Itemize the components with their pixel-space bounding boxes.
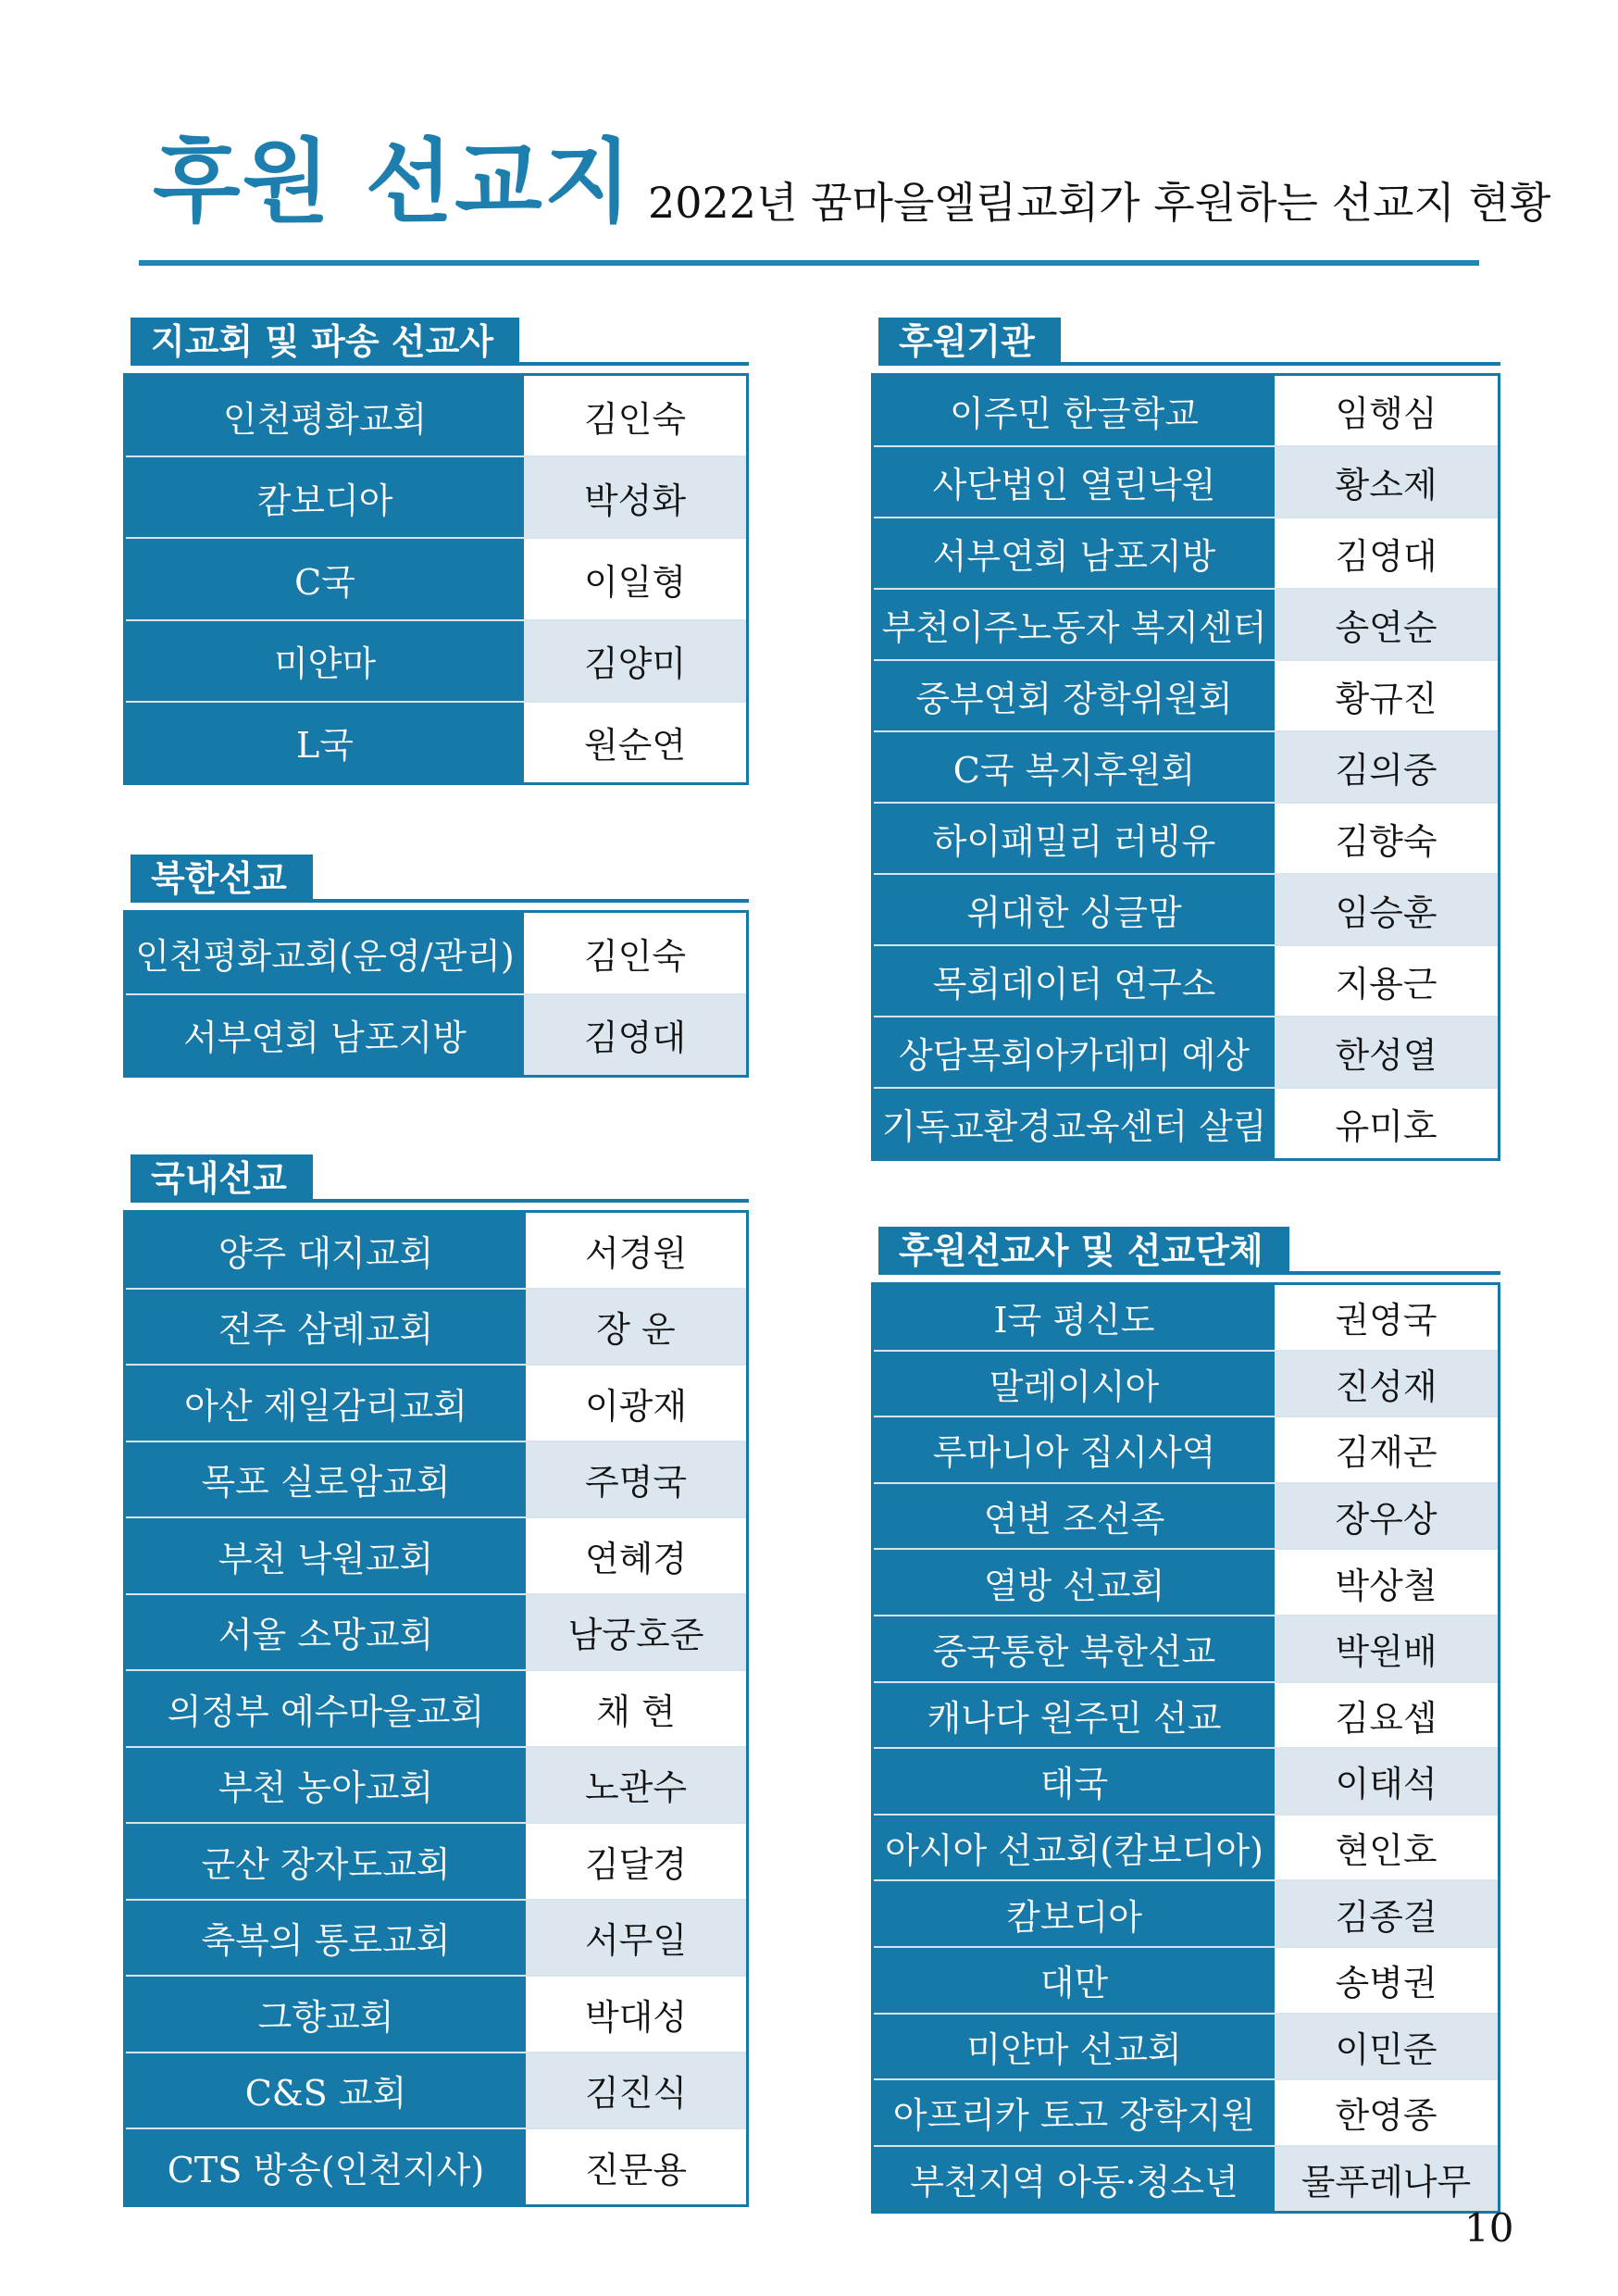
mission-name: C국 복지후원회: [874, 732, 1275, 802]
table-row: [126, 1593, 746, 1670]
table-row: [126, 1746, 746, 1823]
table-row: [126, 2052, 746, 2128]
mission-name: 아시아 선교회(캄보디아): [874, 1816, 1275, 1880]
mission-name: 열방 선교회: [874, 1550, 1275, 1615]
page-subtitle: 2022년 꿈마을엘림교회가 후원하는 선교지 현황: [648, 178, 1551, 228]
table-row: [874, 873, 1498, 944]
section-label: 후원선교사 및 선교단체: [878, 1227, 1289, 1275]
table-row: [126, 913, 746, 993]
table-row: [874, 2013, 1498, 2079]
mission-name: 미얀마: [126, 621, 524, 701]
mission-name: 기독교환경교육센터 살림: [874, 1089, 1275, 1158]
mission-name: 연변 조선족: [874, 1484, 1275, 1549]
table-row: [874, 1814, 1498, 1880]
missionary-name: 김재곤: [1275, 1417, 1498, 1482]
missionary-name: 황소제: [1275, 447, 1498, 517]
table-row: [874, 2078, 1498, 2145]
table-row: [874, 588, 1498, 659]
mission-name: I국 평신도: [874, 1285, 1275, 1350]
table-row: [126, 1516, 746, 1593]
mission-name: 루마니아 집시사역: [874, 1417, 1275, 1482]
section-header: [871, 1227, 1500, 1275]
section-rule: [131, 362, 749, 366]
mission-name: 부천 농아교회: [126, 1748, 526, 1823]
mission-name: 사단법인 열린낙원: [874, 447, 1275, 517]
mission-name: 말레이시아: [874, 1352, 1275, 1416]
mission-name: 중부연회 장학위원회: [874, 661, 1275, 730]
mission-name: 서울 소망교회: [126, 1595, 526, 1670]
missionary-name: 김영대: [524, 995, 746, 1076]
table-row: [874, 1016, 1498, 1087]
section-table: [123, 1210, 749, 2207]
table-row: [874, 1879, 1498, 1946]
section-3: [871, 318, 1500, 1161]
section-header: [123, 318, 749, 366]
table-row: [126, 455, 746, 537]
page-number: 10: [1464, 2205, 1514, 2251]
missionary-name: 송연순: [1275, 590, 1498, 659]
mission-name: 의정부 예수마을교회: [126, 1671, 526, 1746]
table-row: [874, 730, 1498, 802]
missionary-name: 주명국: [526, 1442, 746, 1517]
section-rule: [131, 899, 749, 903]
mission-name: 축복의 통로교회: [126, 1901, 526, 1976]
mission-name: 양주 대지교회: [126, 1213, 526, 1288]
mission-name: 캄보디아: [874, 1881, 1275, 1946]
missionary-name: 이민준: [1275, 2015, 1498, 2079]
missionary-name: 박대성: [526, 1977, 746, 2052]
table-row: [874, 659, 1498, 730]
mission-name: 아산 제일감리교회: [126, 1366, 526, 1441]
table-row: [126, 1364, 746, 1441]
missionary-name: 지용근: [1275, 946, 1498, 1016]
missionary-name: 한성열: [1275, 1017, 1498, 1087]
page-title: 후원 선교지: [153, 130, 634, 235]
mission-name: 하이패밀리 러빙유: [874, 804, 1275, 873]
missionary-name: 김종걸: [1275, 1881, 1498, 1946]
mission-name: 군산 장자도교회: [126, 1824, 526, 1899]
mission-name: 캐나다 원주민 선교: [874, 1683, 1275, 1748]
missionary-name: 김의중: [1275, 732, 1498, 802]
table-row: [126, 1288, 746, 1365]
missionary-name: 김달경: [526, 1824, 746, 1899]
missionary-name: 송병권: [1275, 1948, 1498, 2013]
missionary-name: 이광재: [526, 1366, 746, 1441]
missionary-name: 한영종: [1275, 2080, 1498, 2145]
mission-name: 상담목회아카데미 예상: [874, 1017, 1275, 1087]
missionary-name: 장우상: [1275, 1484, 1498, 1549]
table-row: [126, 376, 746, 455]
mission-name: 부천 낙원교회: [126, 1518, 526, 1593]
header-divider: [139, 260, 1479, 266]
missionary-name: 노관수: [526, 1748, 746, 1823]
missionary-name: 원순연: [524, 703, 746, 782]
mission-name: 부천지역 아동·청소년: [874, 2147, 1275, 2212]
mission-name: C국: [126, 539, 524, 618]
missionary-name: 서경원: [526, 1213, 746, 1288]
mission-name: 목회데이터 연구소: [874, 946, 1275, 1016]
table-row: [126, 993, 746, 1076]
table-row: [874, 802, 1498, 873]
mission-name: 서부연회 남포지방: [126, 995, 524, 1076]
mission-name: 태국: [874, 1749, 1275, 1814]
table-row: [874, 1285, 1498, 1350]
missionary-name: 김양미: [524, 621, 746, 701]
table-row: [874, 1350, 1498, 1416]
table-row: [874, 1087, 1498, 1158]
mission-name: 캄보디아: [126, 457, 524, 537]
missionary-name: 김요셉: [1275, 1683, 1498, 1748]
section-4: [871, 1227, 1500, 2214]
section-label: 지교회 및 파송 선교사: [131, 318, 519, 366]
mission-name: 그향교회: [126, 1977, 526, 2052]
section-table: [871, 373, 1500, 1161]
table-row: [126, 537, 746, 618]
missionary-name: 채 현: [526, 1671, 746, 1746]
missionary-name: 황규진: [1275, 661, 1498, 730]
table-row: [874, 376, 1498, 445]
missionary-name: 박원배: [1275, 1616, 1498, 1681]
table-row: [874, 445, 1498, 517]
table-row: [874, 1747, 1498, 1814]
missionary-name: 남궁호준: [526, 1595, 746, 1670]
table-row: [874, 1482, 1498, 1549]
table-row: [126, 1822, 746, 1899]
mission-name: 미얀마 선교회: [874, 2015, 1275, 2079]
table-row: [126, 1441, 746, 1517]
section-table: [123, 373, 749, 785]
table-row: [126, 619, 746, 701]
missionary-name: 진성재: [1275, 1352, 1498, 1416]
mission-name: 목포 실로암교회: [126, 1442, 526, 1517]
section-0: [123, 318, 749, 785]
section-header: [123, 1154, 749, 1203]
table-row: [126, 2128, 746, 2204]
missionary-name: 연혜경: [526, 1518, 746, 1593]
missionary-name: 김영대: [1275, 518, 1498, 588]
missionary-name: 김인숙: [524, 913, 746, 993]
table-row: [126, 1975, 746, 2052]
mission-name: 인천평화교회: [126, 376, 524, 455]
missionary-name: 이일형: [524, 539, 746, 618]
missionary-name: 이태석: [1275, 1749, 1498, 1814]
mission-name: 서부연회 남포지방: [874, 518, 1275, 588]
missionary-name: 현인호: [1275, 1816, 1498, 1880]
mission-name: L국: [126, 703, 524, 782]
missionary-name: 진문용: [526, 2129, 746, 2204]
section-label: 북한선교: [131, 855, 313, 903]
table-row: [126, 1669, 746, 1746]
table-row: [874, 1681, 1498, 1748]
table-row: [874, 1416, 1498, 1482]
table-row: [126, 1213, 746, 1288]
section-label: 국내선교: [131, 1154, 313, 1203]
section-1: [123, 855, 749, 1078]
section-table: [123, 910, 749, 1078]
section-table: [871, 1282, 1500, 2214]
mission-name: 이주민 한글학교: [874, 376, 1275, 445]
missionary-name: 서무일: [526, 1901, 746, 1976]
missionary-name: 물푸레나무: [1275, 2147, 1498, 2212]
missionary-name: 임행심: [1275, 376, 1498, 445]
missionary-name: 김진식: [526, 2053, 746, 2128]
mission-name: CTS 방송(인천지사): [126, 2129, 526, 2204]
section-2: [123, 1154, 749, 2207]
missionary-name: 장 운: [526, 1290, 746, 1365]
mission-name: 인천평화교회(운영/관리): [126, 913, 524, 993]
section-header: [871, 318, 1500, 366]
mission-name: 중국통한 북한선교: [874, 1616, 1275, 1681]
section-label: 후원기관: [878, 318, 1061, 366]
section-rule: [878, 1271, 1500, 1275]
table-row: [126, 701, 746, 782]
mission-name: 부천이주노동자 복지센터: [874, 590, 1275, 659]
missionary-name: 권영국: [1275, 1285, 1498, 1350]
table-row: [874, 944, 1498, 1016]
mission-name: C&S 교회: [126, 2053, 526, 2128]
mission-name: 전주 삼례교회: [126, 1290, 526, 1365]
missionary-name: 임승훈: [1275, 875, 1498, 944]
missionary-name: 박상철: [1275, 1550, 1498, 1615]
mission-name: 위대한 싱글맘: [874, 875, 1275, 944]
table-row: [126, 1899, 746, 1976]
section-header: [123, 855, 749, 903]
missionary-name: 박성화: [524, 457, 746, 537]
mission-name: 아프리카 토고 장학지원: [874, 2080, 1275, 2145]
missionary-name: 김인숙: [524, 376, 746, 455]
table-row: [874, 517, 1498, 588]
section-rule: [878, 362, 1500, 366]
missionary-name: 김향숙: [1275, 804, 1498, 873]
section-rule: [131, 1199, 749, 1203]
table-row: [874, 1548, 1498, 1615]
table-row: [874, 1946, 1498, 2013]
mission-name: 대만: [874, 1948, 1275, 2013]
table-row: [874, 2145, 1498, 2212]
table-row: [874, 1615, 1498, 1681]
missionary-name: 유미호: [1275, 1089, 1498, 1158]
